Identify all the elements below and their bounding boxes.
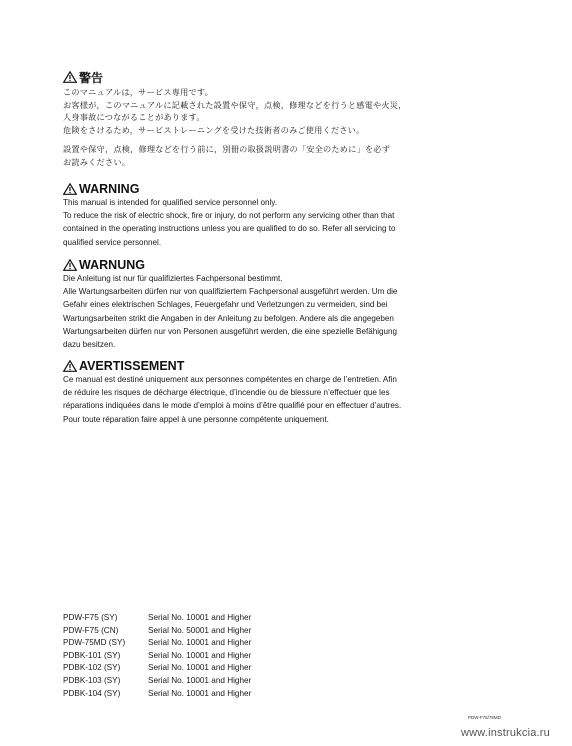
section-heading	[63, 181, 483, 196]
serial-row	[63, 675, 251, 688]
text-line: 危険をさけるため，サービストレーニングを受けた技術者のみご使用ください。	[63, 125, 365, 136]
text-line: 人身事故につながることがあります。	[63, 112, 205, 123]
model-name: PDBK-102 (SY)	[63, 663, 121, 673]
paragraph	[63, 143, 483, 168]
heading-text: 警告	[79, 70, 104, 85]
serial-range: Serial No. 10001 and Higher	[148, 675, 252, 685]
text-line: Ce manual est destiné uniquement aux personnes compétentes en charge de l’entretien. Afin	[63, 375, 397, 384]
serial-range: Serial No. 10001 and Higher	[148, 613, 252, 622]
serial-row	[63, 688, 251, 701]
heading-text: WARNUNG	[79, 257, 145, 272]
text-line: Die Anleitung ist nur für qualifiziertes Fachpersonal bestimmt.	[63, 274, 283, 283]
model-name: PDBK-103 (SY)	[63, 675, 121, 685]
section-heading	[63, 257, 483, 272]
warning-triangle-icon	[63, 259, 77, 271]
text-line: dazu besitzen.	[63, 340, 116, 350]
serial-range: Serial No. 10001 and Higher	[148, 650, 252, 660]
text-line: Pour toute réparation faire appel à une personne compétente uniquement.	[63, 414, 329, 424]
warning-section-japanese	[63, 70, 483, 168]
model-name: PDW-F75 (CN)	[63, 625, 119, 635]
text-line: お客様が，このマニュアルに記載された設置や保守，点検，修理などを行うと感電や火災，	[63, 99, 407, 110]
warning-triangle-icon	[63, 183, 77, 195]
text-line: Wartungsarbeiten dürfen nur von Personen ausgeführt werden, die eine spezielle Befähigung	[63, 326, 398, 336]
warning-triangle-icon	[63, 360, 77, 372]
text-line: qualified service personnel.	[63, 237, 162, 247]
text-line: réparations indiquées dans le mode d’emploi à moins d’être qualifié pour en effectuer d’autres.	[63, 401, 402, 411]
text-line: Wartungsarbeiten strikt die Angaben in der Anleitung zu befolgen. Andere als die angegeben	[63, 313, 394, 323]
footer-model-code: PDW-F75/75MD	[468, 715, 501, 720]
model-name: PDW-F75 (SY)	[63, 613, 118, 622]
section-heading	[63, 70, 483, 84]
text-line: This manual is intended for qualified service personnel only.	[63, 198, 278, 207]
warning-triangle-icon	[63, 71, 77, 83]
model-name: PDW-75MD (SY)	[63, 638, 126, 648]
warning-section-german	[63, 257, 483, 351]
paragraph	[63, 86, 483, 137]
watermark-text: www.instrukcia.ru	[461, 727, 550, 739]
text-line: de réduire les risques de décharge électrique, d’incendie ou de blessure n’effectuer que les	[63, 388, 390, 398]
text-line: Gefahr eines elektrischen Schlages, Feuergefahr und Verletzungen zu vermeiden, sind bei	[63, 300, 388, 310]
serial-row	[63, 612, 251, 625]
warning-section-english	[63, 181, 483, 249]
text-line: Alle Wartungsarbeiten dürfen nur von qualifiziertem Fachpersonal ausgeführt werden. Um die	[63, 287, 398, 297]
serial-row	[63, 650, 251, 663]
serial-range: Serial No. 10001 and Higher	[148, 688, 252, 698]
section-heading	[63, 358, 483, 373]
text-line: To reduce the risk of electric shock, fire or injury, do not perform any servicing other than that	[63, 211, 395, 221]
text-line: contained in the operating instructions unless you are qualified to do so. Refer all servicing to	[63, 224, 396, 234]
text-line: 設置や保守，点検，修理などを行う前に，別冊の取扱説明書の「安全のために」を必ず	[63, 143, 391, 154]
warning-section-french	[63, 358, 483, 426]
serial-range: Serial No. 10001 and Higher	[148, 638, 252, 648]
serial-range: Serial No. 50001 and Higher	[148, 625, 252, 635]
model-name: PDBK-101 (SY)	[63, 650, 121, 660]
heading-text: WARNING	[79, 181, 140, 196]
serial-row	[63, 662, 251, 675]
serial-row	[63, 637, 251, 650]
text-line: このマニュアルは，サービス専用です。	[63, 87, 213, 97]
serial-row	[63, 625, 251, 638]
model-name: PDBK-104 (SY)	[63, 688, 121, 698]
serial-range: Serial No. 10001 and Higher	[148, 663, 252, 673]
serial-number-list	[63, 612, 251, 700]
text-line: お読みください。	[63, 156, 131, 167]
heading-text: AVERTISSEMENT	[79, 358, 185, 373]
